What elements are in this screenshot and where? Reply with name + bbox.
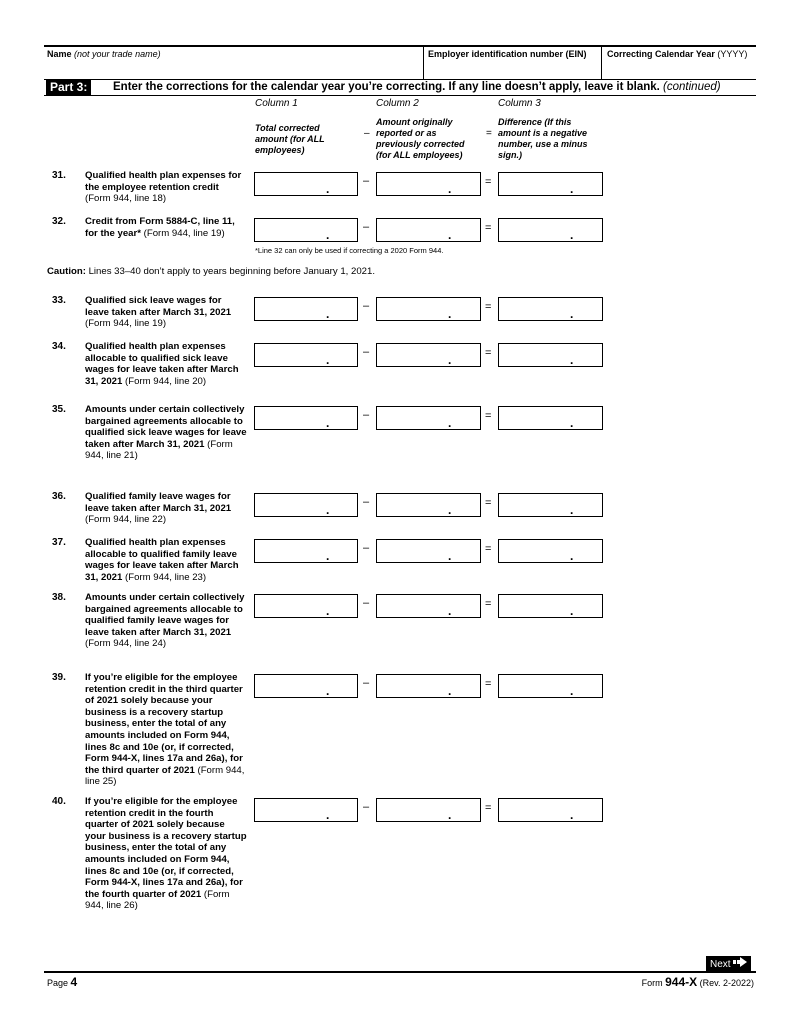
decimal-point: . xyxy=(326,503,330,517)
column-1-description: Total corrected amount (for ALL employees) xyxy=(255,123,325,155)
line-label xyxy=(85,404,247,462)
line-label-reference: (Form 944, line 22) xyxy=(85,514,167,526)
arrow-right-icon xyxy=(733,957,747,972)
line-column-3-input[interactable] xyxy=(498,406,603,430)
decimal-point: . xyxy=(448,503,452,517)
year-label: Correcting Calendar Year xyxy=(607,49,715,59)
line-column-1-input[interactable] xyxy=(254,406,358,430)
line-label xyxy=(85,341,247,387)
line-column-2-input[interactable] xyxy=(376,297,481,321)
page-number-value: 4 xyxy=(70,975,78,989)
decimal-point: . xyxy=(326,182,330,196)
minus-sign: – xyxy=(363,801,370,813)
line-number: 35. xyxy=(52,404,66,415)
line-column-3-input[interactable] xyxy=(498,218,603,242)
line-number: 40. xyxy=(52,796,66,807)
decimal-point: . xyxy=(326,307,330,321)
line-label-bold: Amounts under certain collectively bargained agreements allocable to qualified sick leave wages for leave taken after March 31, 2021 xyxy=(85,404,247,450)
name-label: Name xyxy=(47,49,72,59)
minus-sign: – xyxy=(363,346,370,358)
name-field[interactable] xyxy=(47,49,161,59)
equals-sign: = xyxy=(485,222,492,234)
line-column-3-input[interactable] xyxy=(498,539,603,563)
line-label-reference: (Form 944, line 19) xyxy=(85,318,167,330)
line-label xyxy=(85,295,247,330)
minus-sign: – xyxy=(363,496,370,508)
line-label xyxy=(85,537,247,583)
caution-body: Lines 33–40 don’t apply to years beginning before January 1, 2021. xyxy=(85,266,375,277)
decimal-point: . xyxy=(570,307,574,321)
caution-text xyxy=(47,266,375,277)
decimal-point: . xyxy=(448,307,452,321)
equals-sign: = xyxy=(485,301,492,313)
line-column-3-input[interactable] xyxy=(498,297,603,321)
caution-label: Caution: xyxy=(47,266,86,277)
column-3-heading: Column 3 xyxy=(498,98,541,109)
line-column-1-input[interactable] xyxy=(254,343,358,367)
decimal-point: . xyxy=(326,416,330,430)
line-label-reference: (Form 944, line 20) xyxy=(122,375,207,387)
header-rule xyxy=(44,79,756,80)
decimal-point: . xyxy=(448,353,452,367)
decimal-point: . xyxy=(326,684,330,698)
decimal-point: . xyxy=(448,808,452,822)
line-label-bold: Credit from Form 5884-C, line 11, for the year* xyxy=(85,216,235,239)
equals-sign: = xyxy=(485,347,492,359)
minus-sign: – xyxy=(363,542,370,554)
decimal-point: . xyxy=(570,416,574,430)
line-label-reference: (Form 944, line 25) xyxy=(85,764,245,788)
line-column-2-input[interactable] xyxy=(376,798,481,822)
decimal-point: . xyxy=(448,182,452,196)
line-label-reference: (Form 944, line 18) xyxy=(85,193,167,205)
form-id xyxy=(642,975,754,989)
line-number: 34. xyxy=(52,341,66,352)
minus-sign: – xyxy=(363,221,370,233)
line-label-bold: Qualified sick leave wages for leave taken after March 31, 2021 xyxy=(85,295,232,318)
minus-sign: – xyxy=(363,409,370,421)
line-column-1-input[interactable] xyxy=(254,297,358,321)
line-column-2-input[interactable] xyxy=(376,674,481,698)
line-number: 33. xyxy=(52,295,66,306)
line-column-3-input[interactable] xyxy=(498,493,603,517)
column-3-description: Difference (If this amount is a negative number, use a minus sign.) xyxy=(498,117,588,160)
decimal-point: . xyxy=(570,604,574,618)
decimal-point: . xyxy=(326,808,330,822)
line-column-2-input[interactable] xyxy=(376,218,481,242)
line-column-2-input[interactable] xyxy=(376,594,481,618)
decimal-point: . xyxy=(448,549,452,563)
minus-sign: – xyxy=(363,175,370,187)
form-number: 944-X xyxy=(665,975,698,989)
column-minus-sign: – xyxy=(364,128,370,139)
line-column-2-input[interactable] xyxy=(376,539,481,563)
decimal-point: . xyxy=(326,353,330,367)
line-label xyxy=(85,491,247,526)
part-title-text: Enter the corrections for the calendar year you’re correcting. If any line doesn’t apply, leave it blank. xyxy=(113,81,660,93)
part-rule xyxy=(44,95,756,96)
line-number: 38. xyxy=(52,592,66,603)
decimal-point: . xyxy=(570,684,574,698)
part-tag: Part 3: xyxy=(46,80,91,95)
equals-sign: = xyxy=(485,678,492,690)
line-column-3-input[interactable] xyxy=(498,674,603,698)
line-label-bold: Qualified health plan expenses allocable to qualified sick leave wages for leave taken after March 31, 2021 xyxy=(85,341,239,387)
line-column-2-input[interactable] xyxy=(376,343,481,367)
line-column-1-input[interactable] xyxy=(254,594,358,618)
minus-sign: – xyxy=(363,597,370,609)
line-label-bold: Qualified health plan expenses for the employee retention credit xyxy=(85,170,242,193)
decimal-point: . xyxy=(570,228,574,242)
decimal-point: . xyxy=(448,604,452,618)
top-rule xyxy=(44,45,756,47)
line-column-1-input[interactable] xyxy=(254,798,358,822)
line-number: 37. xyxy=(52,537,66,548)
line-label-reference: (Form 944, line 21) xyxy=(85,438,233,462)
decimal-point: . xyxy=(570,549,574,563)
line-label-bold: If you’re eligible for the employee retention credit in the fourth quarter of 2021 solely because your business is a recovery startup business, enter the total of any amounts included on Form 944, lines 8c and 10e (or, if corrected, Form 944-X, lines 17a and 26a), for the fourth quarter of 2021 xyxy=(85,796,247,900)
line-label-bold: Qualified family leave wages for leave taken after March 31, 2021 xyxy=(85,491,232,514)
ein-label: Employer identification number (EIN) xyxy=(428,49,587,59)
minus-sign: – xyxy=(363,677,370,689)
next-label: Next xyxy=(710,959,731,971)
equals-sign: = xyxy=(485,410,492,422)
equals-sign: = xyxy=(485,543,492,555)
line-column-2-input[interactable] xyxy=(376,493,481,517)
line-column-1-input[interactable] xyxy=(254,493,358,517)
line-label xyxy=(85,592,247,650)
minus-sign: – xyxy=(363,300,370,312)
equals-sign: = xyxy=(485,497,492,509)
line-column-1-input[interactable] xyxy=(254,172,358,196)
part-continued: (continued) xyxy=(663,81,721,93)
page-number xyxy=(47,975,77,989)
decimal-point: . xyxy=(326,228,330,242)
page-label: Page xyxy=(47,978,69,988)
form-revision: (Rev. 2-2022) xyxy=(699,978,754,988)
line-32-note: *Line 32 can only be used if correcting a 2020 Form 944. xyxy=(255,246,444,255)
column-2-heading: Column 2 xyxy=(376,98,419,109)
decimal-point: . xyxy=(570,808,574,822)
line-label xyxy=(85,170,247,205)
line-label-reference: (Form 944, line 26) xyxy=(85,888,230,912)
footer-rule xyxy=(44,971,756,973)
divider xyxy=(423,47,424,79)
line-column-2-input[interactable] xyxy=(376,172,481,196)
line-column-2-input[interactable] xyxy=(376,406,481,430)
line-number: 32. xyxy=(52,216,66,227)
decimal-point: . xyxy=(448,684,452,698)
divider xyxy=(601,47,602,79)
line-number: 39. xyxy=(52,672,66,683)
decimal-point: . xyxy=(448,416,452,430)
next-button[interactable] xyxy=(706,956,751,972)
line-number: 31. xyxy=(52,170,66,181)
line-column-1-input[interactable] xyxy=(254,218,358,242)
part-title xyxy=(113,81,721,93)
line-number: 36. xyxy=(52,491,66,502)
name-hint: (not your trade name) xyxy=(74,49,161,59)
equals-sign: = xyxy=(485,802,492,814)
line-column-1-input[interactable] xyxy=(254,539,358,563)
column-equals-sign: = xyxy=(486,128,492,139)
line-column-3-input[interactable] xyxy=(498,343,603,367)
column-2-description: Amount originally reported or as previously corrected (for ALL employees) xyxy=(376,117,465,160)
line-label-bold: Qualified health plan expenses allocable to qualified family leave wages for leave taken after March 31, 2021 xyxy=(85,537,239,583)
line-label-reference: (Form 944, line 19) xyxy=(140,227,225,239)
line-column-3-input[interactable] xyxy=(498,172,603,196)
decimal-point: . xyxy=(326,549,330,563)
decimal-point: . xyxy=(448,228,452,242)
line-label xyxy=(85,216,247,239)
line-label xyxy=(85,672,247,788)
ein-field[interactable] xyxy=(428,49,598,77)
line-column-3-input[interactable] xyxy=(498,798,603,822)
year-field[interactable] xyxy=(607,49,757,77)
line-label-reference: (Form 944, line 24) xyxy=(85,638,167,650)
line-label xyxy=(85,796,247,912)
line-label-reference: (Form 944, line 23) xyxy=(122,571,207,583)
decimal-point: . xyxy=(326,604,330,618)
line-label-bold: Amounts under certain collectively bargained agreements allocable to qualified family leave wages for leave taken after March 31, 2021 xyxy=(85,592,245,638)
line-label-bold: If you’re eligible for the employee retention credit in the third quarter of 2021 solely because your business is a recovery startup business, enter the total of any amounts included on Form 944, lines 8c and 10e (or, if corrected, Form 944-X, lines 17a and 26a), for the third quarter of 2021 xyxy=(85,672,243,776)
form-label: Form xyxy=(641,978,663,988)
column-1-heading: Column 1 xyxy=(255,98,298,109)
equals-sign: = xyxy=(485,598,492,610)
decimal-point: . xyxy=(570,353,574,367)
year-hint: (YYYY) xyxy=(717,49,748,59)
decimal-point: . xyxy=(570,503,574,517)
equals-sign: = xyxy=(485,176,492,188)
line-column-1-input[interactable] xyxy=(254,674,358,698)
decimal-point: . xyxy=(570,182,574,196)
line-column-3-input[interactable] xyxy=(498,594,603,618)
